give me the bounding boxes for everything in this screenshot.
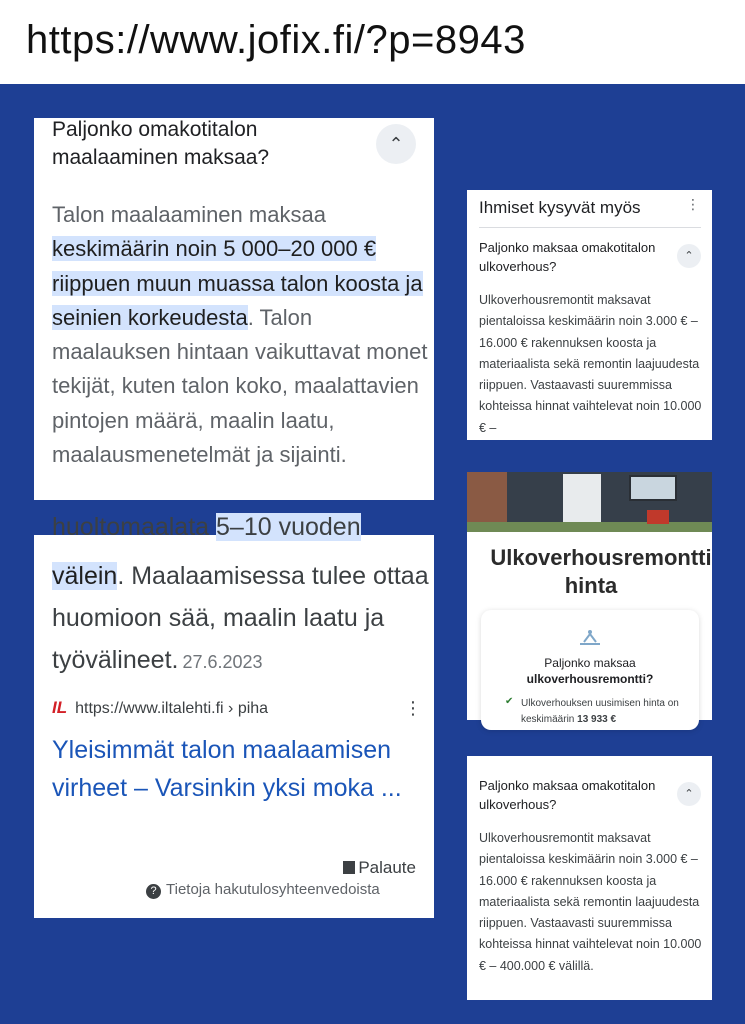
result-link-title[interactable]: Yleisimmät talon maalaamisen virheet – Varsinkin yksi moka ... <box>52 736 402 802</box>
feedback-link[interactable] <box>343 858 416 878</box>
people-also-ask-panel <box>467 190 712 440</box>
help-icon: ? <box>146 884 161 899</box>
answer-text-pre: Talon maalaaminen maksaa <box>52 202 326 227</box>
chevron-up-icon[interactable]: ⌃ <box>677 244 701 268</box>
divider <box>479 227 701 228</box>
more-vert-icon[interactable]: ⋮ <box>686 196 700 212</box>
cladding-price-article-panel <box>467 472 712 725</box>
card-item-value: 13 933 € <box>577 714 617 725</box>
faq-answer: Ulkoverhousremontit maksavat pientaloissa keskimäärin noin 3.000 € – 16.000 € rakennuksen koosta ja materiaalista sekä remontin laajuudesta riippuen. Vastaavasti suuremmissa kohteissa hinnat vaihtelevat noin 10.000 € – 400.000 € välillä. <box>479 831 702 973</box>
answer-date: 27.6.2023 <box>182 652 263 672</box>
url-banner <box>0 0 745 84</box>
faq-panel-painting-cost <box>34 118 434 500</box>
faq-answer <box>52 198 432 472</box>
flag-icon <box>343 861 355 874</box>
house-tool-icon <box>578 628 602 646</box>
card-question-bold: ulkoverhousremontti? <box>526 672 654 686</box>
result-source <box>52 698 422 722</box>
answer-highlight: välein <box>52 562 118 590</box>
faq-question[interactable]: Paljonko maksaa omakotitalon ulkoverhous? <box>479 240 656 274</box>
cut-text: huoltomaalata <box>52 513 217 541</box>
title-line-1: Ulkoverhousremontti <box>490 545 712 570</box>
faq-question[interactable]: Paljonko omakotitalon maalaaminen maksaa? <box>52 118 270 169</box>
source-url[interactable]: https://www.iltalehti.fi › piha <box>75 700 269 717</box>
faq-question[interactable]: Paljonko maksaa omakotitalon ulkoverhous? <box>479 778 656 812</box>
card-question: Paljonko maksaa <box>544 656 636 670</box>
feedback-label: Palaute <box>358 858 416 877</box>
answer-text-post: . Maalaamisessa tulee ottaa huomioon sää, maalin laatu ja työvälineet. <box>52 562 429 674</box>
search-result-panel <box>34 513 434 918</box>
faq-panel-cladding-cost <box>467 756 712 1000</box>
about-label: Tietoja hakutulosyhteenvedoista <box>166 881 380 898</box>
article-title <box>481 544 721 600</box>
title-line-2: hinta <box>564 573 618 598</box>
more-vert-icon[interactable]: ⋮ <box>404 698 422 718</box>
card-list-item <box>521 696 691 728</box>
faq-answer: Ulkoverhousremontit maksavat pientaloissa keskimäärin noin 3.000 € – 16.000 € rakennuksen koosta ja materiaalista sekä remontin laajuudesta riippuen. Vastaavasti suuremmissa kohteissa hinnat vaihtelevat noin 10.000 € – <box>479 293 702 435</box>
price-card <box>481 610 699 730</box>
iltalehti-logo: IL <box>52 698 68 717</box>
page-url[interactable]: https://www.jofix.fi/?p=8943 <box>26 18 526 62</box>
about-summaries-link[interactable] <box>146 881 380 899</box>
answer-continuation <box>52 555 432 683</box>
cut-highlight: 5–10 vuoden <box>216 513 361 541</box>
answer-highlight: keskimäärin noin 5 000–20 000 € riippuen muun muassa talon koosta ja seinien korkeudesta <box>52 236 423 330</box>
cut-off-answer-line <box>52 507 361 547</box>
check-icon: ✔ <box>505 696 514 707</box>
card-item-text: Ulkoverhouksen uusimisen hinta on keskimäärin <box>521 698 679 725</box>
section-heading: Ihmiset kysyvät myös <box>479 198 641 217</box>
chevron-up-icon[interactable]: ⌃ <box>376 124 416 164</box>
answer-text-post: . Talon maalauksen hintaan vaikuttavat monet tekijät, kuten talon koko, maalattavien pintojen määrä, maalin laatu, maalausmenetelmät ja sijainti. <box>52 304 428 468</box>
chevron-up-icon[interactable]: ⌃ <box>677 782 701 806</box>
house-photo <box>467 472 712 532</box>
